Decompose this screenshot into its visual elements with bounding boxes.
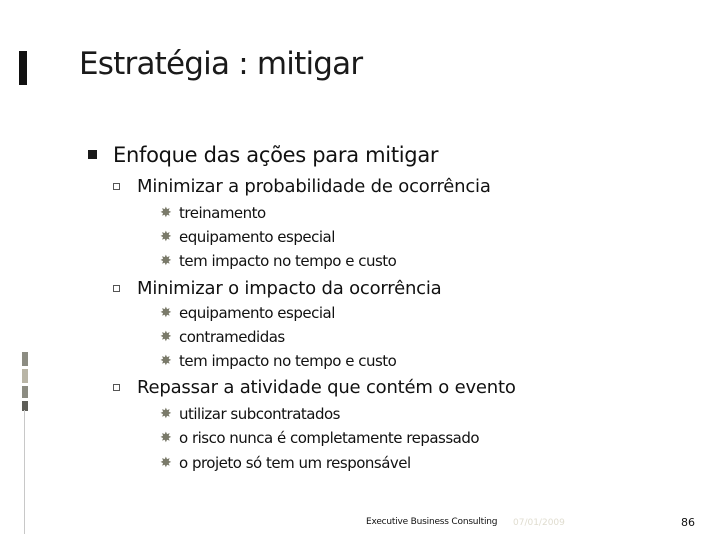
footer-company: Executive Business Consulting [366, 517, 498, 527]
list-item-text: utilizar subcontratados [179, 405, 340, 423]
list-item-text: equipamento especial [179, 228, 335, 246]
sub-bullet-text: Minimizar o impacto da ocorrência [137, 278, 442, 299]
title-accent-bar [19, 51, 27, 85]
list-item-text: treinamento [179, 204, 266, 222]
footer-date: 07/01/2009 [513, 518, 565, 528]
page-number: 86 [681, 516, 695, 529]
hollow-square-bullet-icon [113, 384, 120, 391]
starburst-bullet-icon: ✸ [160, 430, 172, 446]
list-item-text: o projeto só tem um responsável [179, 454, 411, 472]
starburst-bullet-icon: ✸ [160, 229, 172, 245]
accent-stripe [22, 352, 28, 366]
accent-stripe [22, 369, 28, 383]
slide-title: Estratégia : mitigar [79, 46, 363, 82]
list-item-text: tem impacto no tempo e custo [179, 252, 397, 270]
starburst-bullet-icon: ✸ [160, 353, 172, 369]
list-item-text: equipamento especial [179, 304, 335, 322]
list-item-text: o risco nunca é completamente repassado [179, 429, 480, 447]
square-bullet-icon [88, 150, 97, 159]
sub-bullet-text: Repassar a atividade que contém o evento [137, 377, 516, 398]
starburst-bullet-icon: ✸ [160, 305, 172, 321]
hollow-square-bullet-icon [113, 285, 120, 292]
accent-stripe [22, 401, 28, 411]
starburst-bullet-icon: ✸ [160, 329, 172, 345]
main-bullet-text: Enfoque das ações para mitigar [113, 143, 439, 167]
list-item-text: contramedidas [179, 328, 285, 346]
hollow-square-bullet-icon [113, 183, 120, 190]
left-accent-stripes [22, 352, 28, 414]
left-divider-line [24, 410, 25, 534]
sub-bullet-text: Minimizar a probabilidade de ocorrência [137, 176, 491, 197]
starburst-bullet-icon: ✸ [160, 253, 172, 269]
starburst-bullet-icon: ✸ [160, 205, 172, 221]
starburst-bullet-icon: ✸ [160, 406, 172, 422]
list-item-text: tem impacto no tempo e custo [179, 352, 397, 370]
starburst-bullet-icon: ✸ [160, 455, 172, 471]
accent-stripe [22, 386, 28, 398]
